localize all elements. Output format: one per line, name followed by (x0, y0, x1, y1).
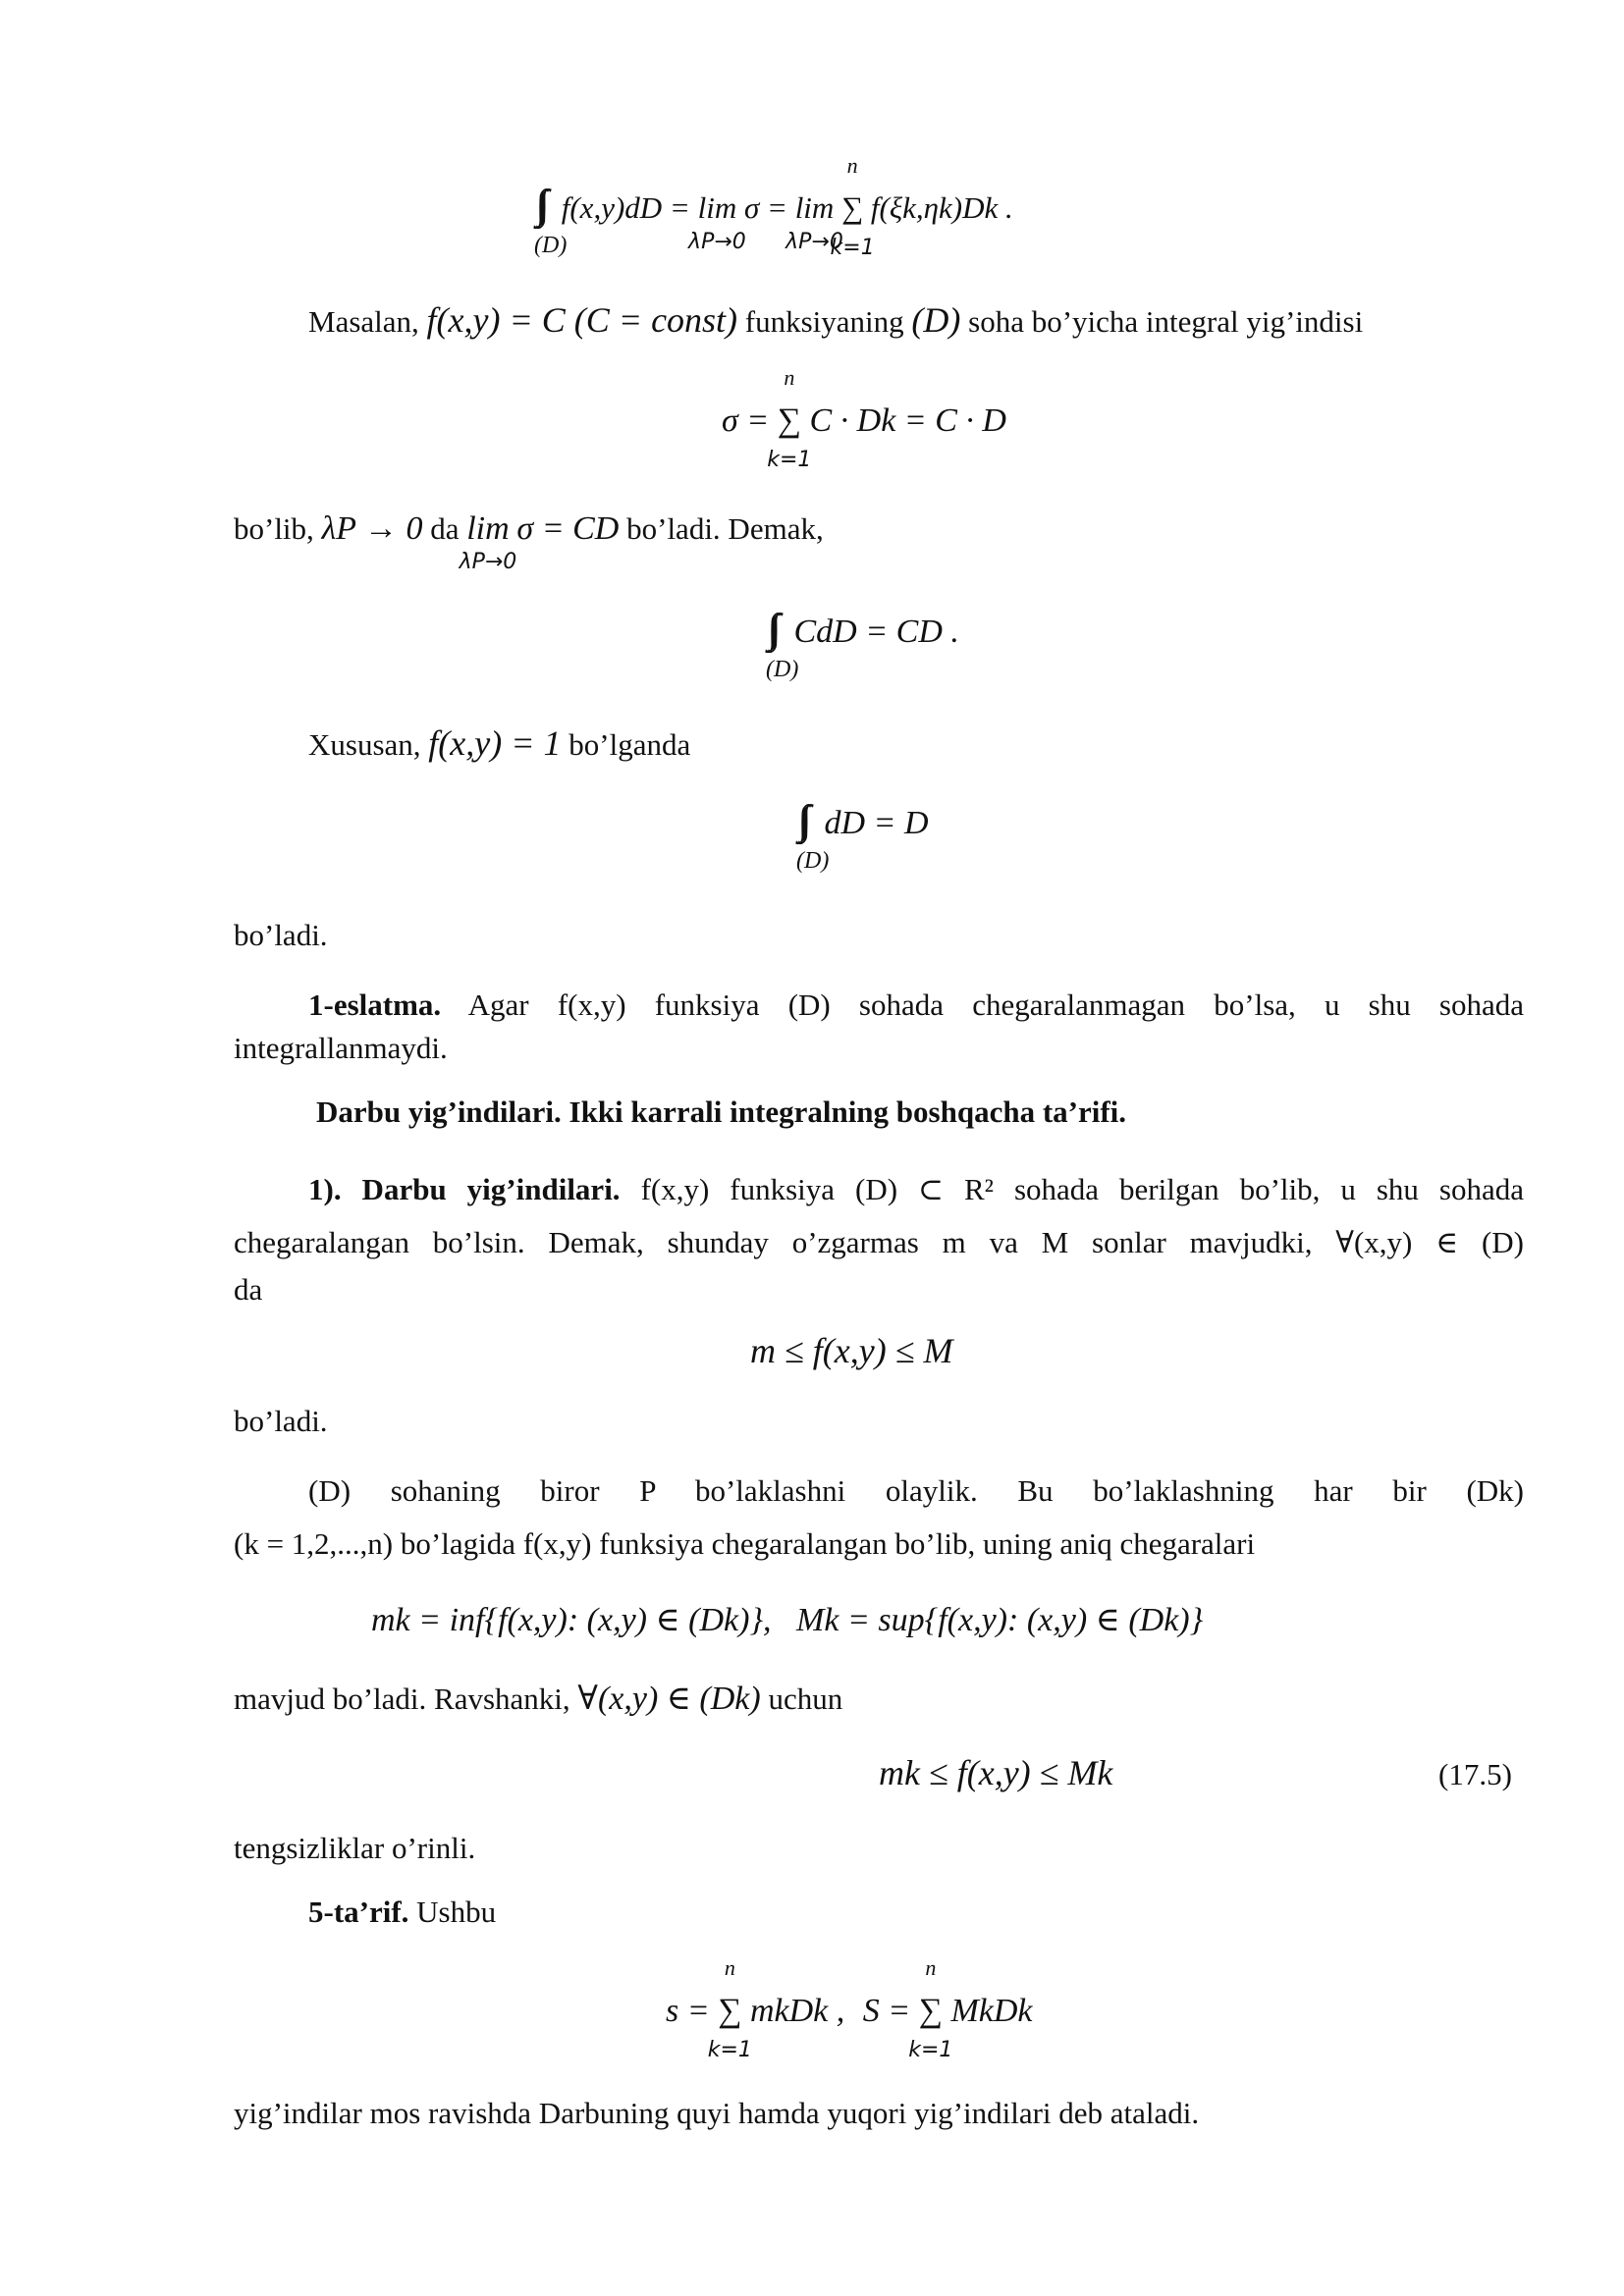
paragraph-ravshanki: mavjud bo’ladi. Ravshanki, ∀(x,y) ∈ (Dk) uchun (234, 1681, 843, 1717)
paragraph-boladi-2: bo’ladi. (234, 1404, 328, 1438)
paragraph-partition: (D) sohaning biror P bo’laklashni olaylik. Bu bo’laklashning har bir (Dk) (k = 1,2,...,n) bo’lagida f(x,y) funksiya chegaralangan bo’lib, uning aniq chegaralari (234, 1473, 1524, 1561)
equation-integral-cdd: (D) CdD = CD . (766, 614, 959, 682)
paragraph-xususan: Xususan, f(x,y) = 1 bo’lganda (308, 723, 691, 763)
paragraph-darbu-sums: 1). Darbu yig’indilari. f(x,y) funksiya (D) ⊂ R² sohada berilgan bo’lib, u shu sohada chegaralangan bo’lsin. Demak, shunday o’zgarmas m va M sonlar mavjudki, ∀(x,y) ∈ (D) da (234, 1172, 1524, 1307)
limit-operator: lim λP→0 (459, 510, 517, 574)
equation-bounds: m ≤ f(x,y) ≤ M (750, 1331, 953, 1370)
equation-sigma-sum: σ = ∑ n k=1 C · Dk = C · D (722, 365, 1006, 472)
equation-double-integral-limit: (D) f(x,y)dD = lim λP→0 σ = lim λP→0 ∑ n k=1 f(ξk,ηk)Dk . (534, 153, 1013, 260)
limit-operator-2: lim λP→0 (785, 190, 843, 254)
summation-sign-2: ∑ n k=1 (908, 1955, 953, 2062)
paragraph-bolib: bo’lib, λP → 0 da lim λP→0 σ = CD bo’ladi. Demak, (234, 510, 824, 574)
paragraph-masalan: Masalan, f(x,y) = C (C = const) funksiyaning (D) soha bo’yicha integral yig’indisi (308, 300, 1364, 340)
section-heading: Darbu yig’indilari. Ikki karrali integralning boshqacha ta’rifi. (316, 1095, 1127, 1129)
paragraph-boladi-1: bo’ladi. (234, 918, 328, 952)
equation-integral-dd: (D) dD = D (796, 805, 929, 874)
summation-sign: ∑ n k=1 (830, 153, 875, 260)
summation-sign: ∑ n k=1 (707, 1955, 752, 2062)
limit-operator: lim λP→0 (688, 190, 746, 254)
definition-5: 5-ta’rif. Ushbu (308, 1895, 497, 1929)
equation-17-5: mk ≤ f(x,y) ≤ Mk (879, 1753, 1113, 1792)
equation-darbu-sums: s = ∑ n k=1 mkDk , S = ∑ n k=1 MkDk (666, 1955, 1033, 2062)
summation-sign: ∑ n k=1 (767, 365, 812, 472)
paragraph-tengsizliklar: tengsizliklar o’rinli. (234, 1831, 476, 1865)
paragraph-yigindilar: yig’indilar mos ravishda Darbuning quyi hamda yuqori yig’indilari deb ataladi. (234, 2096, 1200, 2130)
equation-inf-sup: mk = inf{f(x,y): (x,y) ∈ (Dk)}, Mk = sup{f(x,y): (x,y) ∈ (Dk)} (371, 1602, 1204, 1638)
equation-number: (17.5) (1438, 1757, 1512, 1791)
remark-1: 1-eslatma. Agar f(x,y) funksiya (D) sohada chegaralanmagan bo’lsa, u shu sohada integrallanmaydi. (234, 988, 1524, 1065)
